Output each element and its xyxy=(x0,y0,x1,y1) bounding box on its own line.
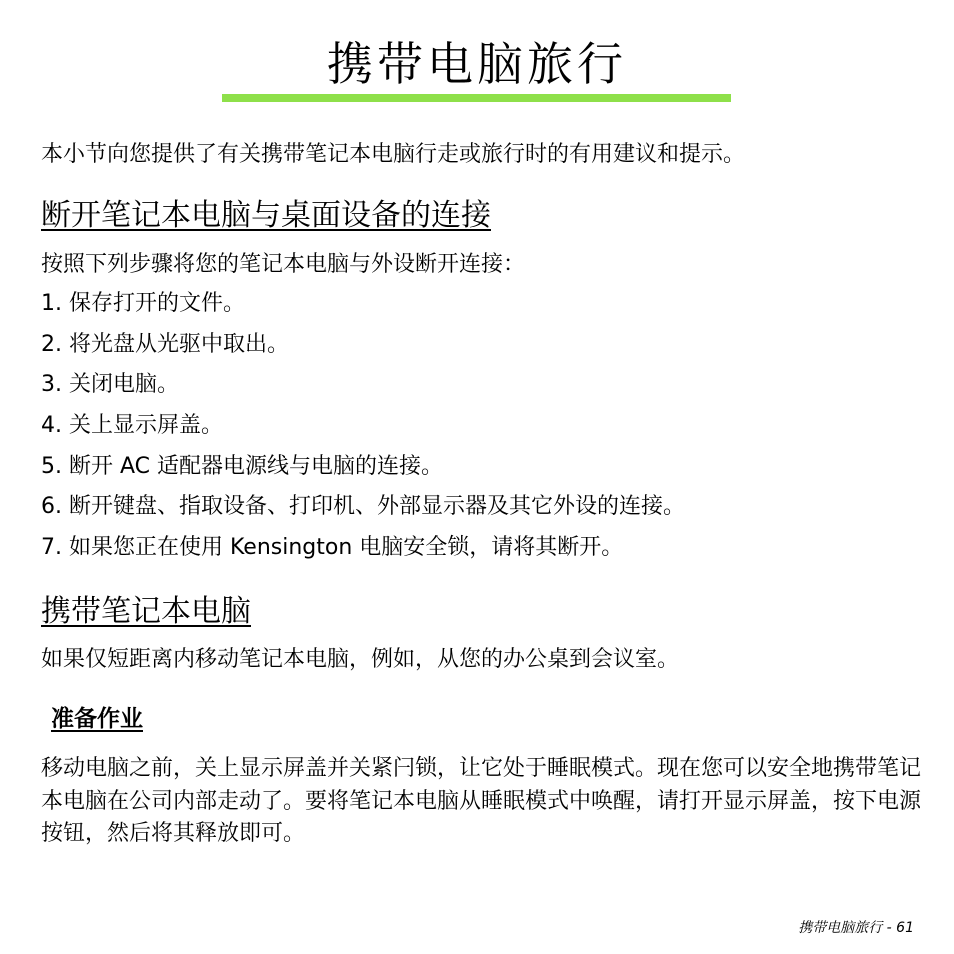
page-footer: 携带电脑旅行 - 61 xyxy=(798,920,914,936)
title-underline-bar xyxy=(222,94,731,102)
step-item: 6. 断开键盘、指取设备、打印机、外部显示器及其它外设的连接。 xyxy=(41,494,685,520)
page-title: 携带电脑旅行 xyxy=(327,37,627,91)
disconnect-lead-paragraph: 按照下列步骤将您的笔记本电脑与外设断开连接： xyxy=(41,252,526,277)
step-item: 4. 关上显示屏盖。 xyxy=(41,413,223,439)
step-item: 2. 将光盘从光驱中取出。 xyxy=(41,331,289,357)
section-heading-disconnect: 断开笔记本电脑与桌面设备的连接 xyxy=(41,198,491,233)
disconnect-steps-list xyxy=(41,289,685,574)
prepare-body-paragraph: 移动电脑之前，关上显示屏盖并关紧闩锁，让它处于睡眠模式。现在您可以安全地携带笔记本电脑在公司内部走动了。要将笔记本电脑从睡眠模式中唤醒，请打开显示屏盖，按下电源按钮，然后将其释放即可。 xyxy=(41,756,922,846)
section-heading-carry: 携带笔记本电脑 xyxy=(41,594,251,629)
step-item: 5. 断开 AC 适配器电源线与电脑的连接。 xyxy=(41,453,443,479)
step-item: 3. 关闭电脑。 xyxy=(41,372,179,398)
subsection-heading-prepare: 准备作业 xyxy=(51,706,143,732)
step-item: 1. 保存打开的文件。 xyxy=(41,291,245,316)
intro-paragraph: 本小节向您提供了有关携带笔记本电脑行走或旅行时的有用建议和提示。 xyxy=(41,142,746,167)
carry-lead-paragraph: 如果仅短距离内移动笔记本电脑，例如，从您的办公桌到会议室。 xyxy=(41,647,680,672)
step-item: 7. 如果您正在使用 Kensington 电脑安全锁，请将其断开。 xyxy=(41,535,624,561)
